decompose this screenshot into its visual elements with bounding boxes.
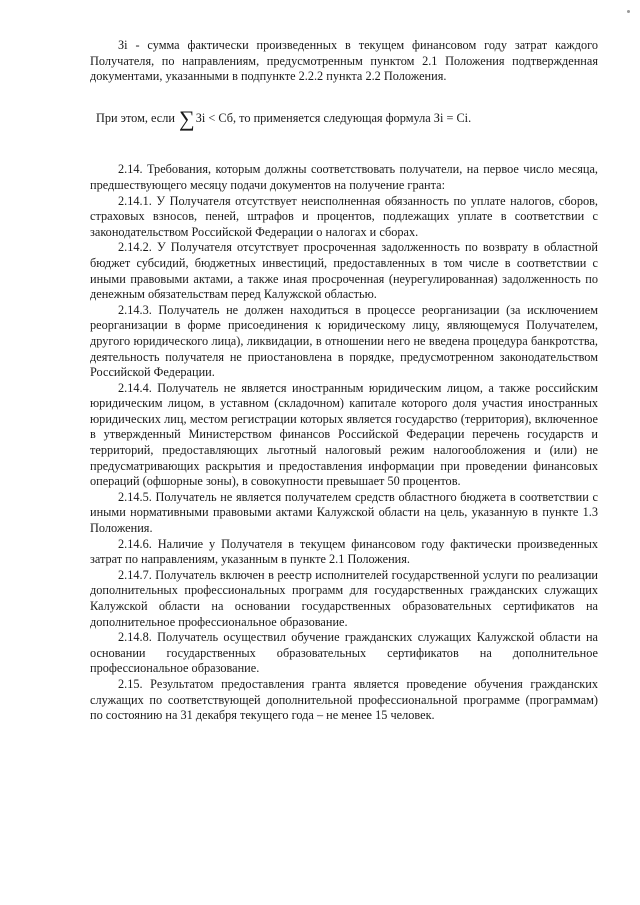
formula-line (96, 105, 598, 131)
paragraph-2-14: 2.14. Требования, которым должны соответствовать получатели, на первое число месяца, предшествующего месяцу подачи документов на получение гранта: (90, 162, 598, 192)
formula-condition: Зi < Сб, то применяется следующая формула Зi = Сi. (195, 110, 472, 125)
paragraph-2-14-8: 2.14.8. Получатель осуществил обучение гражданских служащих Калужской области на основании государственных образовательных сертификатов на дополнительное профессиональное образование. (90, 630, 598, 676)
paragraph-2-15: 2.15. Результатом предоставления гранта является проведение обучения гражданских служащих по соответствующей дополнительной профессиональной программе (программам) по состоянию на 31 декабря текущего года – не менее 15 человек. (90, 676, 598, 723)
paragraph-2-14-7: 2.14.7. Получатель включен в реестр исполнителей государственной услуги по реализации дополнительных профессиональных программ для государственных гражданских служащих Калужской области на основании государственных образовательных сертификатов на дополнительное профессиональное образование. (90, 567, 598, 629)
paragraph-zi-definition: Зi - сумма фактически произведенных в текущем финансовом году затрат каждого Получателя, по направлениям, предусмотренным пунктом 2.1 Положения подтвержденная документами, указанными в подпункте 2.2.2 пункта 2.2 Положения. (90, 38, 598, 84)
paragraph-2-14-4: 2.14.4. Получатель не является иностранным юридическим лицом, а также российским юридическим лицом, в уставном (складочном) капитале которого доля участия иностранных юридических лиц, местом регистрации которых является государство (территория), включенное в утвержденный Министерством финансов Российской Федерации перечень государств и территорий, предоставляющих льготный налоговый режим налогообложения и (или) не предусматривающих раскрытия и предоставления информации при проведении финансовых операций (офшорные зоны), в совокупности превышает 50 процентов. (90, 380, 598, 489)
formula-prefix: При этом, если (96, 110, 179, 125)
paragraph-2-14-6: 2.14.6. Наличие у Получателя в текущем финансовом году фактически произведенных затрат по направлениям, указанным в пункте 2.1 Положения. (90, 536, 598, 567)
paragraph-2-14-2: 2.14.2. У Получателя отсутствует просроченная задолженность по возврату в областной бюджет субсидий, бюджетных инвестиций, предоставленных в том числе в соответствии с иными правовыми актами, а также иная просроченная (неурегулированная) задолженность по денежным обязательствам перед Калужской областью. (90, 240, 598, 302)
paragraph-2-14-3: 2.14.3. Получатель не должен находиться в процессе реорганизации (за исключением реорганизации в форме присоединения к юридическому лицу, являющемуся Получателем, другого юридического лица), ликвидации, в отношении него не введена процедура банкротства, деятельность получателя не приостановлена в порядке, предусмотренном законодательством Российской Федерации. (90, 302, 598, 380)
summation-sign: ∑ (179, 105, 195, 131)
paragraph-2-14-1: 2.14.1. У Получателя отсутствует неисполненная обязанность по уплате налогов, сборов, страховых взносов, пеней, штрафов и процентов, подлежащих уплате в соответствии с законодательством Российской Федерации о налогах и сборах. (90, 193, 598, 239)
paragraph-2-14-5: 2.14.5. Получатель не является получателем средств областного бюджета в соответствии с иными нормативными правовыми актами Калужской области на цель, указанную в пункте 1.3 Положения. (90, 489, 598, 536)
scan-speck (627, 10, 630, 13)
